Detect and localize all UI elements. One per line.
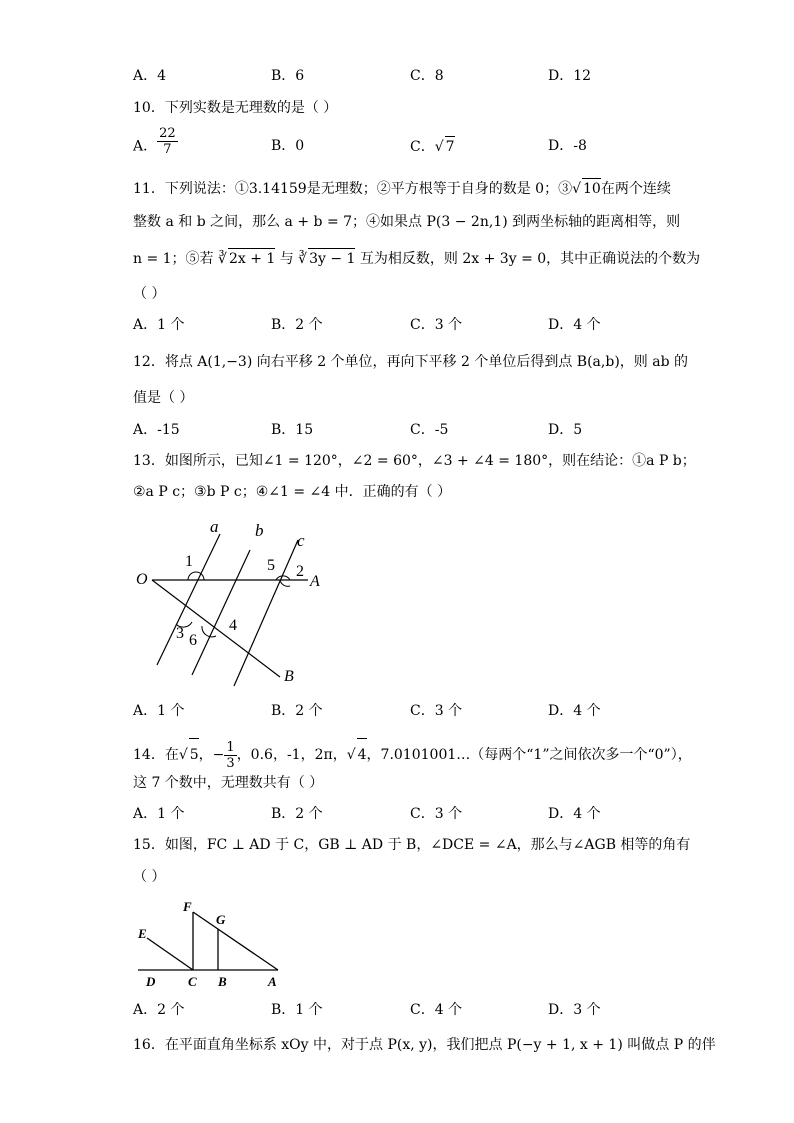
option-b: B．2 个 — [271, 317, 323, 333]
option-b: B．2 个 — [271, 806, 323, 822]
angle-5-arc — [276, 576, 290, 580]
option-c: C．3 个 — [410, 806, 463, 822]
text: ，0.6，-1，2π， — [236, 747, 347, 763]
label-6: 6 — [189, 632, 197, 649]
q15-figure — [134, 896, 284, 992]
q16-line-1: 16．在平面直角坐标系 xOy 中，对于点 P(x, y)，我们把点 P(−y + 1, x + 1) 叫做点 P 的伴 — [133, 1037, 716, 1053]
q13-line-1: 13．如图所示，已知∠1 = 120°，∠2 = 60°，∠3 + ∠4 = 180°，则在结论：①a P b； — [133, 453, 696, 469]
option-a: A．1 个 — [133, 317, 185, 333]
option-c: C．-5 — [410, 422, 449, 438]
q13-figure — [130, 514, 330, 690]
q15-line-1: 15．如图，FC ⊥ AD 于 C，GB ⊥ AD 于 B，∠DCE = ∠A，那么与∠AGB 相等的角有 — [133, 837, 691, 853]
radicand: 4 — [357, 738, 367, 771]
line-OB — [152, 580, 280, 677]
option-a-prefix: A． — [133, 138, 158, 155]
label-2: 2 — [296, 563, 304, 580]
option-d: D．-8 — [548, 138, 587, 154]
option-c: C．√ 7 — [410, 136, 455, 157]
text: ，− — [198, 747, 225, 763]
option-d: D．4 个 — [548, 806, 601, 822]
label-D: D — [146, 974, 156, 989]
q14-options — [133, 804, 693, 824]
q11-line-4: （ ） — [133, 286, 166, 302]
option-d: D．4 个 — [548, 317, 601, 333]
label-A: A — [268, 974, 277, 989]
option-c: C．3 个 — [410, 317, 463, 333]
option-c: C．8 — [410, 68, 444, 84]
option-b: B．6 — [271, 68, 305, 84]
label-A: A — [310, 573, 320, 590]
text: 14．在 — [133, 747, 179, 763]
option-c-prefix: C． — [410, 139, 435, 155]
line-FA — [193, 912, 278, 970]
angle-2-arc — [280, 580, 290, 586]
label-1: 1 — [185, 553, 193, 570]
q12-line-1: 12．将点 A(1,−3) 向右平移 2 个单位，再向下平移 2 个单位后得到点 B(a,b)，则 ab 的 — [133, 354, 688, 370]
q14-line-1: 14．在√ 5，− $\frac{1}{3}$ ，0.6，-1，2π，√ 4，7.0101001…（每两个“1”之间依次多一个“0”）， — [133, 739, 692, 771]
q11-line-2: 整数 a 和 b 之间，那么 a + b = 7；④如果点 P(3 − 2n,1) 到两坐标轴的距离相等，则 — [133, 214, 681, 230]
option-d: D．5 — [548, 422, 583, 438]
q13-options — [133, 701, 693, 721]
radicand: 3y − 1 — [308, 248, 355, 269]
option-a: A．2 个 — [133, 1002, 185, 1018]
line-CE — [147, 938, 193, 970]
q11-line-3 — [133, 248, 700, 269]
label-3: 3 — [176, 625, 184, 642]
text: ，7.0101001…（每两个“1”之间依次多一个“0”）， — [366, 747, 692, 763]
label-G: G — [216, 912, 226, 927]
label-5: 5 — [267, 557, 275, 574]
label-4: 4 — [229, 617, 237, 634]
label-F: F — [183, 899, 192, 914]
q13-line-2: ②a P c；③b P c；④∠1 = ∠4 中．正确的有（ ） — [133, 484, 452, 500]
text: 与 ∛ — [275, 251, 308, 267]
radicand: 2x + 1 — [228, 248, 275, 269]
option-c: C．4 个 — [410, 1002, 463, 1018]
option-a: A．4 — [133, 68, 167, 84]
option-d: D．12 — [548, 68, 592, 84]
label-O: O — [136, 571, 148, 588]
label-E: E — [138, 926, 147, 941]
option-b: B．1 个 — [271, 1002, 323, 1018]
radicand: 5 — [189, 738, 199, 771]
option-d: D．3 个 — [548, 1002, 601, 1018]
fraction — [157, 126, 178, 157]
q12-options — [133, 420, 693, 440]
option-a — [133, 126, 178, 157]
text: 互为相反数，则 2x + 3y = 0，其中正确说法的个数为 — [355, 251, 701, 267]
q15-options — [133, 1000, 693, 1020]
label-C: C — [188, 974, 197, 989]
fraction-numerator: 22 — [159, 126, 176, 141]
line-b — [192, 550, 250, 675]
radicand: 7 — [445, 136, 455, 157]
label-c: c — [297, 531, 305, 550]
fraction-denominator: 3 — [226, 755, 235, 771]
fraction — [224, 740, 236, 771]
option-a: A．1 个 — [133, 703, 185, 719]
option-b: B．0 — [271, 138, 305, 154]
option-d: D．4 个 — [548, 703, 601, 719]
label-a: a — [210, 517, 219, 536]
q9-options — [133, 66, 693, 86]
option-b: B．2 个 — [271, 703, 323, 719]
option-b: B．15 — [271, 422, 314, 438]
label-b: b — [255, 521, 264, 540]
q15-line-2: （ ） — [133, 869, 166, 885]
label-B: B — [218, 974, 227, 989]
label-B: B — [284, 668, 294, 685]
q10-stem: 10．下列实数是无理数的是（ ） — [133, 100, 338, 116]
fraction-denominator: 7 — [163, 142, 172, 157]
text: 11．下列说法：①3.14159是无理数；②平方根等于自身的数是 0；③ — [133, 181, 573, 197]
line-c — [234, 540, 298, 686]
option-c: C．3 个 — [410, 703, 463, 719]
q14-line-2: 这 7 个数中，无理数共有（ ） — [133, 775, 324, 791]
fraction-numerator: 1 — [226, 739, 235, 755]
q11-line-1: 11．下列说法：①3.14159是无理数；②平方根等于自身的数是 0；③√ 10在两个连续 — [133, 178, 671, 199]
option-a: A．1 个 — [133, 806, 185, 822]
text: n = 1；⑤若 ∛ — [133, 251, 227, 267]
q12-line-2: 值是（ ） — [133, 390, 194, 406]
text: 在两个连续 — [600, 181, 671, 197]
q11-options — [133, 315, 693, 335]
radicand: 10 — [582, 178, 601, 199]
q10-options — [133, 126, 693, 164]
option-a: A．-15 — [133, 422, 180, 438]
